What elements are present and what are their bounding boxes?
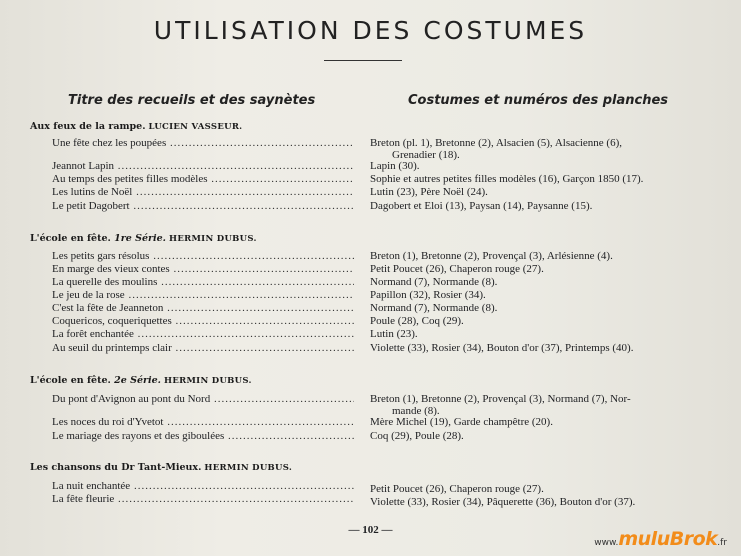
saynete-title: Au temps des petites filles modèles ..... (52, 173, 354, 187)
saynete-title: Une fête chez les poupées ..... (52, 137, 354, 151)
saynete-title: En marge des vieux contes ..... (52, 263, 354, 277)
saynete-title: Le jeu de la rose ..... (52, 289, 354, 303)
saynete-title: Les lutins de Noël ..... (52, 186, 354, 200)
table-row (0, 200, 741, 214)
section-name: Aux feux de la rampe. (30, 121, 146, 132)
table-row (0, 289, 741, 303)
page-number: — 102 — (348, 524, 393, 536)
saynete-title: Le mariage des rayons et des giboulées ..... (52, 430, 354, 444)
costume-list: Normand (7), Normande (8). (370, 302, 498, 314)
table-row (0, 263, 741, 277)
costume-text-cont: mande (8). (392, 405, 440, 417)
costume-text: Breton (1), Bretonne (2), Provençal (3), Normand (7), Nor- (370, 393, 631, 405)
section-heading (30, 121, 242, 132)
costume-list: Lapin (30). (370, 160, 420, 172)
column-header-titles: Titre des recueils et des saynètes (68, 93, 316, 108)
saynete-title: Coquericos, coqueriquettes ..... (52, 315, 354, 329)
costume-list: Breton (1), Bretonne (2), Provençal (3), Arlésienne (4). (370, 250, 613, 262)
table-row (0, 250, 741, 264)
costume-text: Breton (pl. 1), Bretonne (2), Alsacien (5), Alsacienne (6), (370, 137, 623, 149)
section-heading (30, 462, 292, 473)
section-series: 2e Série. (114, 375, 161, 386)
costume-list: Petit Poucet (26), Chaperon rouge (27). (370, 483, 544, 495)
costume-list: Lutin (23), Père Noël (24). (370, 186, 488, 198)
saynete-title: La forêt enchantée ..... (52, 328, 354, 342)
costume-list: Violette (33), Rosier (34), Bouton d'or (37), Printemps (40). (370, 342, 634, 354)
column-header-costumes: Costumes et numéros des planches (408, 93, 669, 108)
costume-list: Papillon (32), Rosier (34). (370, 289, 486, 301)
saynete-title: Les petits gars résolus ..... (52, 250, 354, 264)
section-author: HERMIN DUBUS. (204, 463, 293, 473)
section-name: L'école en fête. (30, 233, 115, 244)
section-author: HERMIN DUBUS. (164, 376, 252, 386)
section-series: 1re Série. (114, 233, 166, 244)
table-row (0, 160, 741, 174)
watermark-brand: muluBrok (618, 528, 718, 550)
costume-list: Petit Poucet (26), Chaperon rouge (27). (370, 263, 544, 275)
table-row (0, 430, 741, 444)
table-row (0, 480, 741, 494)
costume-list: Normand (7), Normande (8). (370, 276, 498, 288)
section-author: HERMIN DUBUS. (169, 234, 257, 244)
table-row (0, 173, 741, 187)
saynete-title: Le petit Dagobert ..... (52, 200, 354, 214)
section-name: Les chansons du Dr Tant-Mieux. (30, 462, 202, 473)
saynete-title: Du pont d'Avignon au pont du Nord ..... (52, 393, 354, 407)
saynete-title: La fête fleurie ..... (52, 493, 354, 507)
costume-list (370, 137, 710, 161)
costume-list: Dagobert et Eloi (13), Paysan (14), Paysanne (15). (370, 200, 593, 212)
section-heading (30, 233, 257, 244)
table-row (0, 315, 741, 329)
saynete-title: Les noces du roi d'Yvetot ..... (52, 416, 354, 430)
table-row (0, 276, 741, 290)
watermark-suffix: .fr (717, 538, 727, 548)
saynete-title: Au seuil du printemps clair ..... (52, 342, 354, 356)
costume-list: Poule (28), Coq (29). (370, 315, 464, 327)
table-row (0, 137, 741, 161)
page-title: UTILISATION DES COSTUMES (153, 16, 588, 45)
saynete-title: C'est la fête de Jeanneton ..... (52, 302, 354, 316)
saynete-title: La nuit enchantée ..... (52, 480, 354, 494)
table-row (0, 186, 741, 200)
table-row (0, 342, 741, 356)
watermark (594, 528, 727, 550)
watermark-prefix: www. (594, 538, 619, 548)
saynete-title: Jeannot Lapin ..... (52, 160, 354, 174)
saynete-title: La querelle des moulins ..... (52, 276, 354, 290)
section-heading (30, 375, 252, 386)
costume-text-cont: Grenadier (18). (392, 149, 460, 161)
costume-list (370, 393, 710, 417)
costume-list: Sophie et autres petites filles modèles (16), Garçon 1850 (17). (370, 173, 644, 185)
costume-list: Violette (33), Rosier (34), Pâquerette (36), Bouton d'or (37). (370, 496, 636, 508)
section-author: LUCIEN VASSEUR. (148, 122, 243, 132)
table-row (0, 393, 741, 417)
title-underline (324, 60, 402, 61)
table-row (0, 328, 741, 342)
costume-list: Coq (29), Poule (28). (370, 430, 464, 442)
section-name: L'école en fête. (30, 375, 115, 386)
table-row (0, 493, 741, 507)
table-row (0, 302, 741, 316)
costume-list: Lutin (23). (370, 328, 418, 340)
table-row (0, 416, 741, 430)
costume-list: Mère Michel (19), Garde champêtre (20). (370, 416, 553, 428)
